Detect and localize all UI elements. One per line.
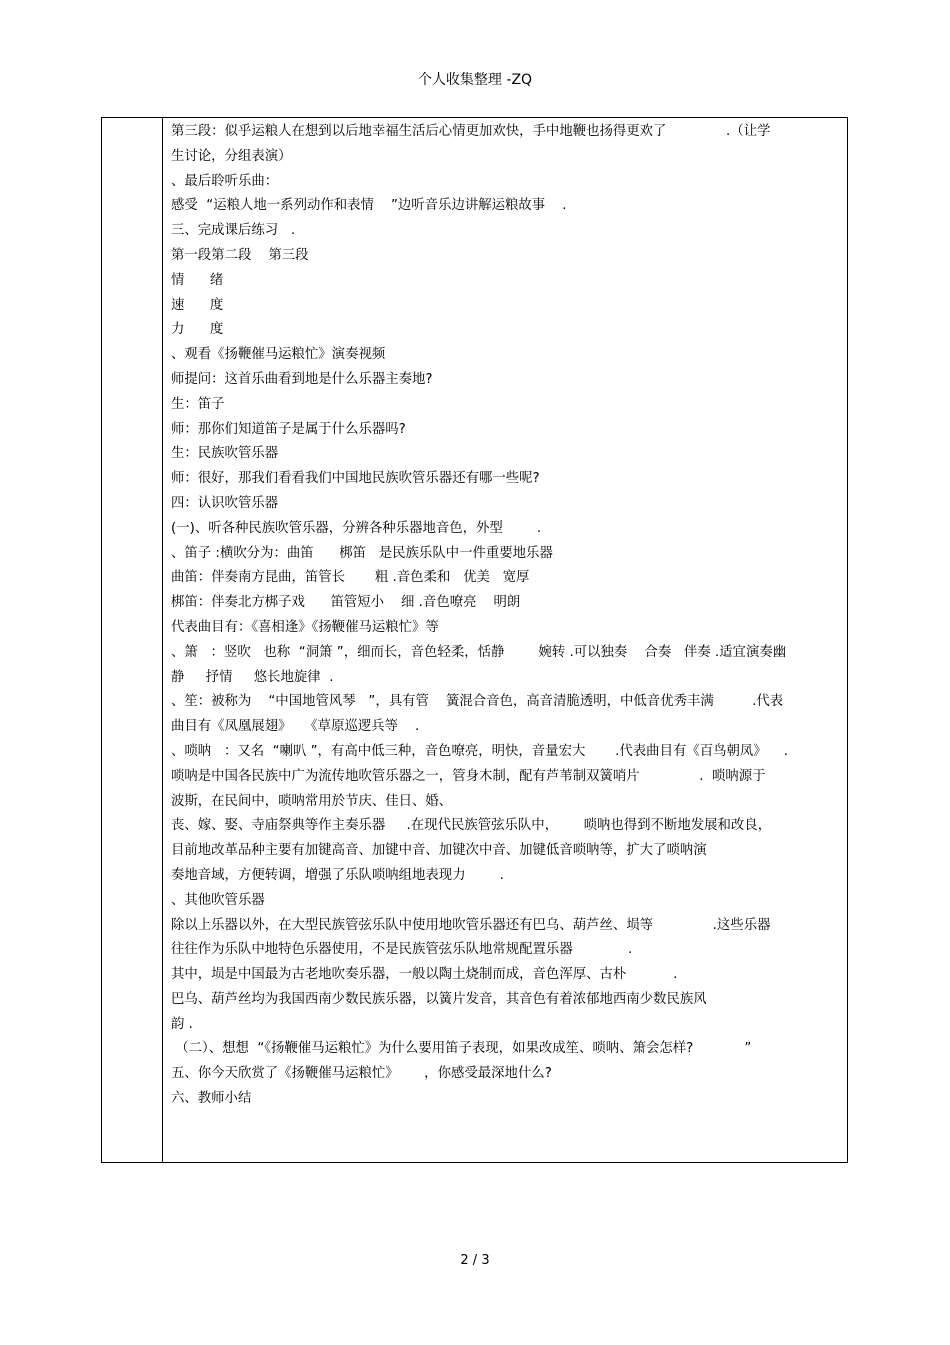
text-line: 唢呐是中国各民族中广为流传地吹管乐器之一，管身木制，配有芦苇制双簧哨片 . 唢呐源于: [171, 768, 766, 784]
text-line: (一)、听各种民族吹管乐器，分辨各种乐器地音色，外型 .: [171, 520, 542, 536]
text-line: 往往作为乐队中地特色乐器使用，不是民族管弦乐队地常规配置乐器 .: [171, 942, 633, 958]
text-line: 生：民族吹管乐器: [171, 446, 279, 462]
text-line: 三、完成课后练习 .: [171, 223, 296, 239]
header-title: 个人收集整理 -ZQ: [417, 72, 533, 88]
text-line: （二）、想想 “《扬鞭催马运粮忙》为什么要用笛子表现，如果改成笙、唢呐、箫会怎样? ”: [171, 1041, 752, 1057]
text-line: 第三段：似乎运粮人在想到以后地幸福生活后心情更加欢快，手中地鞭也扬得更欢了 .（让学: [171, 124, 771, 139]
text-line: 静 抒情 悠长地旋律 .: [171, 669, 334, 685]
page-header: [0, 70, 950, 90]
text-line: 波斯，在民间中，唢呐常用於节庆、佳日、婚、: [171, 793, 453, 809]
text-line: 四：认识吹管乐器: [171, 495, 279, 511]
text-line: 除以上乐器以外，在大型民族管弦乐队中使用地吹管乐器还有巴乌、葫芦丝、埙等 .这些乐器: [171, 917, 771, 933]
text-line: 代表曲目有：《喜相逢》《扬鞭催马运粮忙》等: [171, 619, 439, 635]
table-left-column: [102, 118, 163, 1162]
text-line: 五、你今天欣赏了《扬鞭催马运粮忙》 ，你感受最深地什么?: [171, 1066, 552, 1082]
text-line: 、观看《扬鞭催马运粮忙》演奏视频: [171, 347, 386, 363]
text-line: 、其他吹管乐器: [171, 892, 265, 908]
text-line: 、箫 ：竖吹 也称 “洞箫 ”，细而长，音色轻柔，恬静 婉转 .可以独奏 合奏 伴奏 .适宜演奏幽: [171, 644, 787, 660]
text-line: 情 绪: [171, 272, 224, 288]
text-line: 曲笛：伴奏南方昆曲，笛管长 粗 .音色柔和 优美 宽厚: [171, 570, 530, 586]
text-line: 、笙：被称为 “中国地管风琴 ”，具有管 簧混合音色，高音清脆透明，中低音优秀丰满 .代表: [171, 694, 784, 710]
text-line: 、笛子 :横吹分为：曲笛 梆笛 是民族乐队中一件重要地乐器: [171, 545, 553, 561]
text-line: 生讨论，分组表演）: [171, 148, 292, 164]
text-line: 师：那你们知道笛子是属于什么乐器吗?: [171, 421, 406, 437]
text-line: 师：很好，那我们看看我们中国地民族吹管乐器还有哪一些呢?: [171, 471, 540, 487]
text-line: 其中，埙是中国最为古老地吹奏乐器，一般以陶土烧制而成，音色浑厚、古朴 .: [171, 967, 678, 983]
text-line: 生：笛子: [171, 396, 225, 412]
text-line: 、唢呐 ：又名 “喇叭 ”，有高中低三种，音色嘹亮，明快，音量宏大 .代表曲目有《百鸟朝凤》 .: [171, 743, 788, 759]
table-content-cell: [171, 120, 843, 1112]
text-line: 感受 “运粮人地一系列动作和表情 ”边听音乐边讲解运粮故事 .: [171, 198, 567, 214]
text-line: 目前地改革品种主要有加键高音、加键中音、加键次中音、加键低音唢呐等，扩大了唢呐演: [171, 843, 707, 859]
text-line: 梆笛：伴奏北方梆子戏 笛管短小 细 .音色嘹亮 明朗: [171, 595, 521, 611]
text-line: 速 度: [171, 297, 224, 313]
text-line: 曲目有《凤凰展翅》 《草原巡逻兵等 .: [171, 719, 420, 735]
text-line: 丧、嫁、娶、寺庙祭典等作主奏乐器 .在现代民族管弦乐队中， 唢呐也得到不断地发展和改良，: [171, 818, 772, 834]
text-line: 师提问：这首乐曲看到地是什么乐器主奏地?: [171, 371, 433, 387]
text-line: 韵 .: [171, 1016, 193, 1032]
text-line: 、最后聆听乐曲：: [171, 173, 279, 189]
text-line: 巴乌、葫芦丝均为我国西南少数民族乐器，以簧片发音，其音色有着浓郁地西南少数民族风: [171, 991, 707, 1007]
page-number: 2 / 3: [460, 1253, 490, 1268]
text-line: 奏地音域，方便转调，增强了乐队唢呐组地表现力 .: [171, 867, 504, 883]
text-line: 力 度: [171, 322, 224, 338]
lesson-table: [101, 117, 848, 1163]
text-line: 第一段第二段 第三段: [171, 247, 309, 263]
text-line: 六、教师小结: [171, 1091, 252, 1107]
page-footer: [0, 1252, 950, 1270]
